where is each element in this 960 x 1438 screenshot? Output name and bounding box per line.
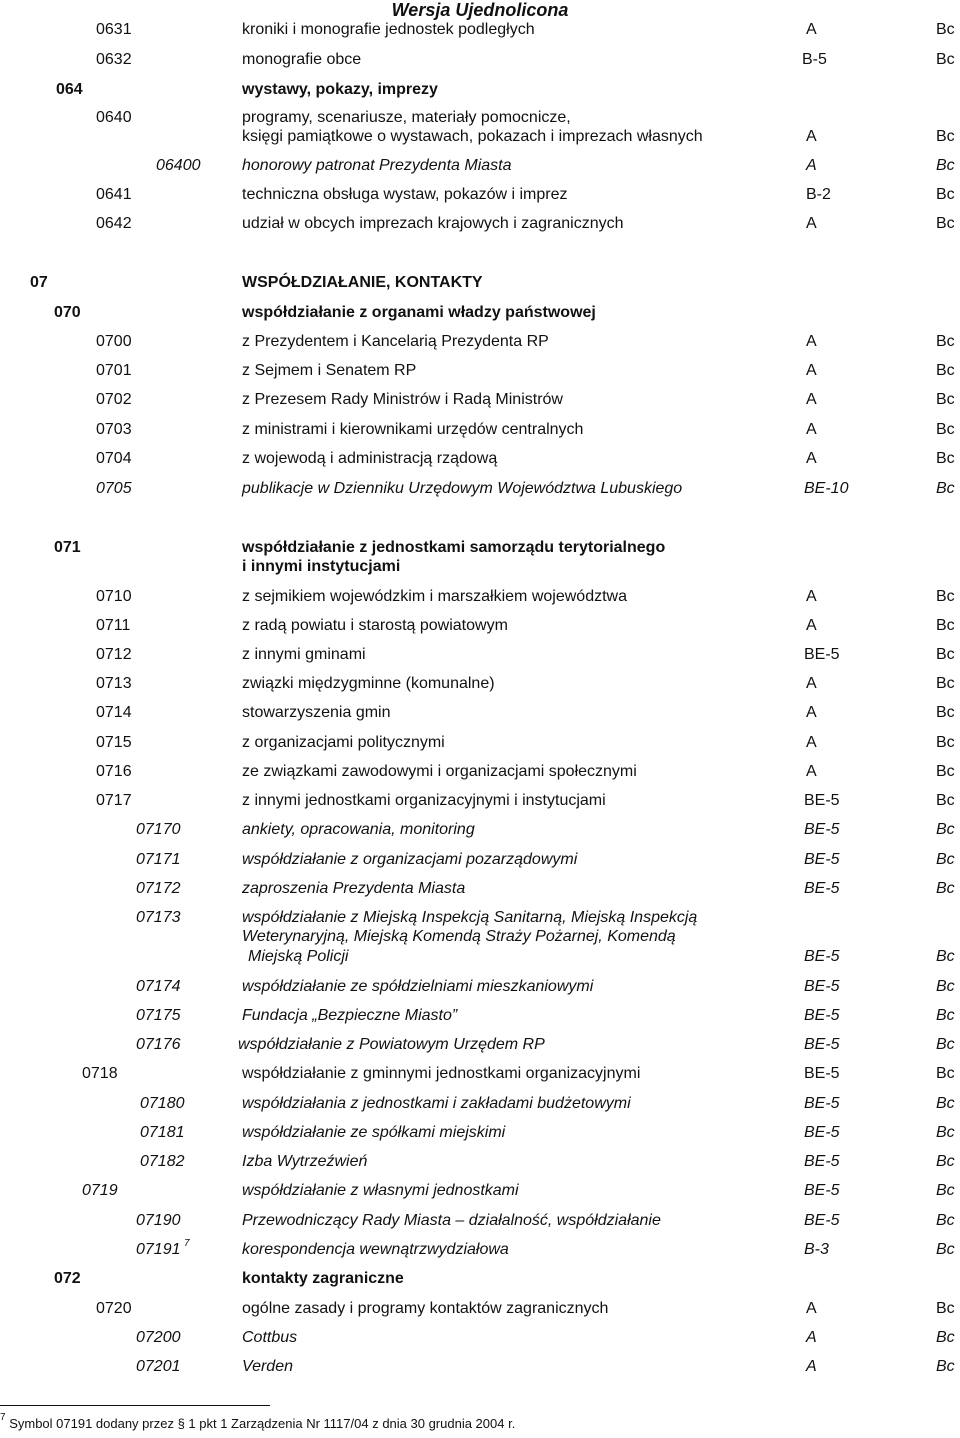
row-category: A — [806, 763, 817, 780]
row-category: A — [806, 333, 817, 350]
row-category: BE-5 — [804, 1124, 840, 1141]
row-description: z innymi gminami — [242, 646, 366, 663]
row-code: 07173 — [136, 909, 181, 926]
row-description: współdziałanie z gminnymi jednostkami organizacyjnymi — [242, 1065, 641, 1082]
row-category: B-2 — [806, 186, 831, 203]
row-category: BE-5 — [804, 948, 840, 965]
row-description: Fundacja „Bezpieczne Miasto” — [242, 1007, 458, 1024]
row-description: programy, scenariusze, materiały pomocnicze, — [242, 109, 571, 126]
row-category: A — [806, 391, 817, 408]
row-description: z radą powiatu i starostą powiatowym — [242, 617, 508, 634]
row-description: z Prezydentem i Kancelarią Prezydenta RP — [242, 333, 549, 350]
row-bc-category: Bc — [936, 157, 955, 174]
row-category: BE-5 — [804, 978, 840, 995]
row-description: Cottbus — [242, 1329, 298, 1346]
row-description: i innymi instytucjami — [242, 558, 401, 575]
row-description: monografie obce — [242, 51, 362, 68]
row-description: Verden — [242, 1358, 293, 1375]
row-code: 072 — [54, 1270, 81, 1287]
row-code: 07200 — [136, 1329, 181, 1346]
row-category: A — [806, 157, 817, 174]
row-code: 0718 — [82, 1065, 118, 1082]
row-code: 07172 — [136, 880, 181, 897]
row-bc-category: Bc — [936, 480, 955, 497]
row-category: A — [806, 704, 817, 721]
row-code: 0712 — [96, 646, 132, 663]
row-description: z Sejmem i Senatem RP — [242, 362, 417, 379]
row-category: A — [806, 21, 817, 38]
row-category: A — [806, 421, 817, 438]
row-code: 07174 — [136, 978, 181, 995]
row-category: BE-10 — [804, 480, 849, 497]
row-category: B-5 — [802, 51, 827, 68]
row-bc-category: Bc — [936, 1036, 955, 1053]
row-code: 0642 — [96, 215, 132, 232]
row-bc-category: Bc — [936, 1095, 955, 1112]
row-code: 071 — [54, 539, 81, 556]
row-bc-category: Bc — [936, 588, 955, 605]
row-description: współdziałanie ze spółdzielniami mieszkaniowymi — [242, 978, 594, 995]
row-code: 0715 — [96, 734, 132, 751]
row-category: BE-5 — [804, 1212, 840, 1229]
row-description: współdziałanie z jednostkami samorządu terytorialnego — [242, 539, 666, 556]
row-category: A — [806, 1329, 817, 1346]
row-code: 0702 — [96, 391, 132, 408]
row-description: wystawy, pokazy, imprezy — [242, 81, 438, 98]
row-description: z wojewodą i administracją rządową — [242, 450, 498, 467]
row-category: BE-5 — [804, 1182, 840, 1199]
row-bc-category: Bc — [936, 734, 955, 751]
row-bc-category: Bc — [936, 1329, 955, 1346]
row-description: związki międzygminne (komunalne) — [242, 675, 495, 692]
row-description: księgi pamiątkowe o wystawach, pokazach i imprezach własnych — [242, 128, 703, 145]
row-code: 07181 — [140, 1124, 185, 1141]
row-description: kontakty zagraniczne — [242, 1270, 404, 1287]
row-description: publikacje w Dzienniku Urzędowym Województwa Lubuskiego — [242, 480, 683, 497]
row-description: z innymi jednostkami organizacyjnymi i instytucjami — [242, 792, 606, 809]
row-category: BE-5 — [804, 880, 840, 897]
row-code: 0640 — [96, 109, 132, 126]
row-code: 0714 — [96, 704, 132, 721]
row-category: A — [806, 215, 817, 232]
row-bc-category: Bc — [936, 978, 955, 995]
row-description: Przewodniczący Rady Miasta – działalność, współdziałanie — [242, 1212, 661, 1229]
row-description: korespondencja wewnątrzwydziałowa — [242, 1241, 509, 1258]
row-code: 070 — [54, 304, 81, 321]
row-description: współdziałanie z organizacjami pozarządowymi — [242, 851, 578, 868]
row-code: 07182 — [140, 1153, 185, 1170]
row-bc-category: Bc — [936, 362, 955, 379]
row-description: z ministrami i kierownikami urzędów centralnych — [242, 421, 584, 438]
row-description: współdziałanie z Miejską Inspekcją Sanitarną, Miejską Inspekcją — [242, 909, 698, 926]
row-bc-category: Bc — [936, 1182, 955, 1199]
row-category: B-3 — [804, 1241, 829, 1258]
row-category: A — [806, 362, 817, 379]
row-bc-category: Bc — [936, 1212, 955, 1229]
row-description: Miejską Policji — [248, 948, 349, 965]
row-bc-category: Bc — [936, 391, 955, 408]
row-code: 07171 — [136, 851, 181, 868]
footnote-separator — [0, 1405, 270, 1406]
row-bc-category: Bc — [936, 646, 955, 663]
footnote-mark: 7 — [0, 1412, 6, 1423]
row-code: 0719 — [82, 1182, 118, 1199]
row-category: BE-5 — [804, 1153, 840, 1170]
row-description: współdziałania z jednostkami i zakładami budżetowymi — [242, 1095, 631, 1112]
row-code: 07190 — [136, 1212, 181, 1229]
row-category: A — [806, 675, 817, 692]
row-code: 0701 — [96, 362, 132, 379]
row-bc-category: Bc — [936, 704, 955, 721]
row-code: 0710 — [96, 588, 132, 605]
row-bc-category: Bc — [936, 215, 955, 232]
row-code: 07170 — [136, 821, 181, 838]
row-bc-category: Bc — [936, 1241, 955, 1258]
row-bc-category: Bc — [936, 421, 955, 438]
row-code: 07201 — [136, 1358, 181, 1375]
row-description: stowarzyszenia gmin — [242, 704, 391, 721]
row-category: BE-5 — [804, 1007, 840, 1024]
row-bc-category: Bc — [936, 51, 955, 68]
row-bc-category: Bc — [936, 21, 955, 38]
row-category: A — [806, 450, 817, 467]
row-category: A — [806, 617, 817, 634]
row-code: 0711 — [96, 617, 131, 634]
row-description: Izba Wytrzeźwień — [242, 1153, 368, 1170]
row-category: BE-5 — [804, 1036, 840, 1053]
row-code: 0716 — [96, 763, 132, 780]
row-bc-category: Bc — [936, 450, 955, 467]
row-description: zaproszenia Prezydenta Miasta — [242, 880, 466, 897]
row-code: 0720 — [96, 1300, 132, 1317]
row-category: A — [806, 1358, 817, 1375]
page-header: Wersja Ujednolicona — [391, 0, 569, 20]
row-description: z organizacjami politycznymi — [242, 734, 445, 751]
row-category: BE-5 — [804, 646, 840, 663]
row-description: honorowy patronat Prezydenta Miasta — [242, 157, 512, 174]
row-description: współdziałanie z Powiatowym Urzędem RP — [238, 1036, 545, 1053]
row-bc-category: Bc — [936, 821, 955, 838]
row-description: udział w obcych imprezach krajowych i zagranicznych — [242, 215, 624, 232]
row-description: ogólne zasady i programy kontaktów zagranicznych — [242, 1300, 609, 1317]
row-category: BE-5 — [804, 1095, 840, 1112]
row-description: ze związkami zawodowymi i organizacjami społecznymi — [242, 763, 637, 780]
row-bc-category: Bc — [936, 851, 955, 868]
row-code: 0703 — [96, 421, 132, 438]
footnote — [0, 1412, 516, 1432]
row-code: 07 — [30, 274, 48, 291]
row-description: z Prezesem Rady Ministrów i Radą Ministrów — [242, 391, 563, 408]
row-bc-category: Bc — [936, 1065, 955, 1082]
row-category: BE-5 — [804, 821, 840, 838]
row-category: BE-5 — [804, 1065, 840, 1082]
row-category: BE-5 — [804, 851, 840, 868]
row-code: 0717 — [96, 792, 132, 809]
row-bc-category: Bc — [936, 948, 955, 965]
row-bc-category: Bc — [936, 1300, 955, 1317]
row-description: z sejmikiem wojewódzkim i marszałkiem województwa — [242, 588, 627, 605]
row-description: kroniki i monografie jednostek podległych — [242, 21, 535, 38]
footnote-text: Symbol 07191 dodany przez § 1 pkt 1 Zarządzenia Nr 1117/04 z dnia 30 grudnia 2004 r. — [9, 1416, 516, 1431]
row-bc-category: Bc — [936, 880, 955, 897]
row-description: techniczna obsługa wystaw, pokazów i imprez — [242, 186, 568, 203]
row-bc-category: Bc — [936, 1124, 955, 1141]
row-category: A — [806, 128, 817, 145]
footnote-ref: 7 — [184, 1238, 190, 1249]
row-code: 0631 — [96, 21, 132, 38]
row-bc-category: Bc — [936, 1358, 955, 1375]
row-code: 0700 — [96, 333, 132, 350]
row-code: 07180 — [140, 1095, 185, 1112]
row-description: ankiety, opracowania, monitoring — [242, 821, 475, 838]
row-code-sup — [184, 1240, 190, 1260]
row-code: 0713 — [96, 675, 132, 692]
row-code: 07191 — [136, 1241, 181, 1258]
row-code: 0641 — [96, 186, 132, 203]
row-description: współdziałanie z własnymi jednostkami — [242, 1182, 519, 1199]
row-bc-category: Bc — [936, 186, 955, 203]
row-category: A — [806, 588, 817, 605]
row-bc-category: Bc — [936, 333, 955, 350]
row-category: A — [806, 1300, 817, 1317]
row-bc-category: Bc — [936, 128, 955, 145]
row-code: 0704 — [96, 450, 132, 467]
row-bc-category: Bc — [936, 792, 955, 809]
row-description: współdziałanie z organami władzy państwowej — [242, 304, 596, 321]
row-description: WSPÓŁDZIAŁANIE, KONTAKTY — [242, 274, 483, 291]
row-bc-category: Bc — [936, 675, 955, 692]
row-category: A — [806, 734, 817, 751]
row-bc-category: Bc — [936, 763, 955, 780]
row-description: Weterynaryjną, Miejską Komendą Straży Pożarnej, Komendą — [242, 928, 676, 945]
row-bc-category: Bc — [936, 1153, 955, 1170]
row-bc-category: Bc — [936, 1007, 955, 1024]
row-bc-category: Bc — [936, 617, 955, 634]
row-category: BE-5 — [804, 792, 840, 809]
row-code: 07175 — [136, 1007, 181, 1024]
row-code: 06400 — [156, 157, 201, 174]
row-code: 064 — [56, 81, 83, 98]
row-description: współdziałanie ze spółkami miejskimi — [242, 1124, 506, 1141]
row-code: 0632 — [96, 51, 132, 68]
row-code: 0705 — [96, 480, 132, 497]
row-code: 07176 — [136, 1036, 181, 1053]
